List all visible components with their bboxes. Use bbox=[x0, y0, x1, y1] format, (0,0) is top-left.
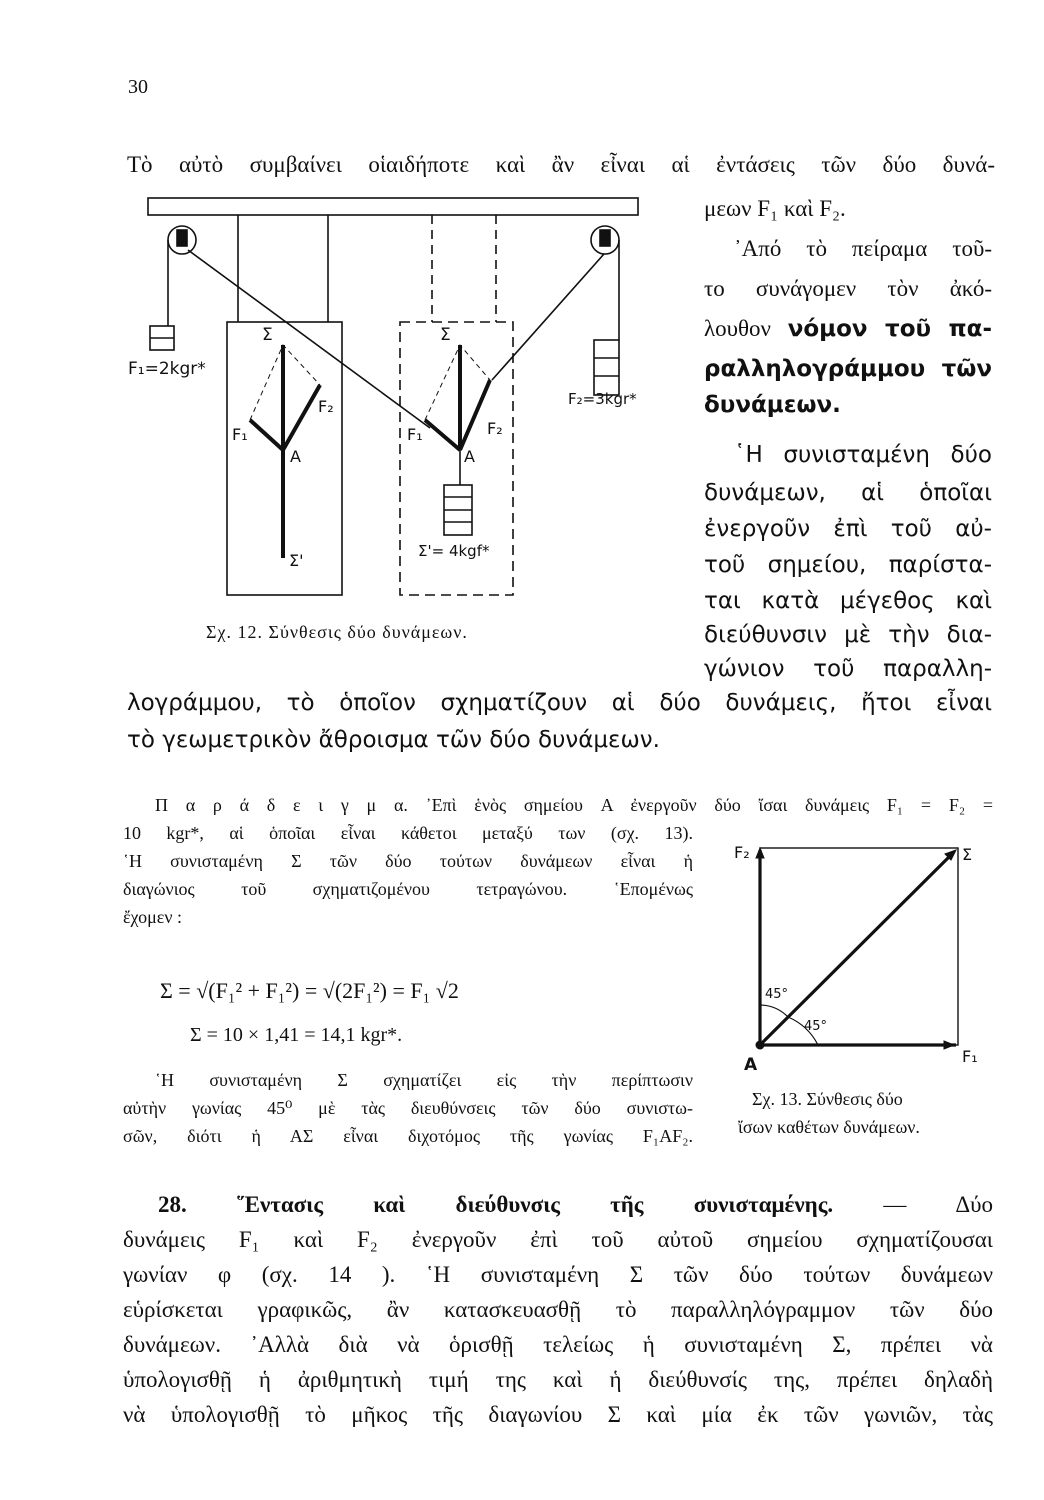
label: F₁ bbox=[232, 425, 248, 444]
figure-13-caption: Σχ. 13. Σύνθεσις δύο bbox=[752, 1089, 903, 1109]
text: λουθον bbox=[704, 316, 771, 341]
text-line: τὸ γεωμετρικὸν ἄθροισμα τῶν δύο δυνάμεων. bbox=[127, 727, 660, 753]
label: F₂=3kgr* bbox=[568, 390, 637, 408]
label: Σ' bbox=[289, 551, 304, 570]
text-line: εὑρίσκεται γραφικῶς, ἂν κατασκευασθῇ τὸ παραλληλόγραμμον τῶν δύο bbox=[123, 1297, 993, 1322]
text-line: νὰ ὑπολογισθῇ τὸ μῆκος τῆς διαγωνίου Σ καὶ μία ἐκ τῶν γωνιῶν, τὰς bbox=[123, 1402, 993, 1427]
text-line: ῾Η συνισταμένη Σ σχηματίζει εἰς τὴν περίπτωσιν bbox=[155, 1070, 693, 1090]
text: — Δύο bbox=[883, 1192, 994, 1217]
law-line-1 bbox=[704, 316, 992, 342]
figure-12-diagram bbox=[0, 0, 700, 640]
label: Σ bbox=[262, 325, 273, 345]
label: A bbox=[464, 447, 475, 466]
text-line: δυνάμεις F₁ καὶ F₂ ἐνεργοῦν ἐπὶ τοῦ αὐτοῦ σημείου σχηματίζουσαι bbox=[123, 1227, 993, 1252]
law-line-3: δυνάμεων. bbox=[704, 392, 841, 418]
section-heading: 28. ῞Εντασις καὶ διεύθυνσις τῆς συνισταμένης. bbox=[158, 1192, 834, 1217]
text-line: Π α ρ ά δ ε ι γ μ α. ᾿Επὶ ἑνὸς σημείου A ἐνεργοῦν δύο ἴσαι δυνάμεις F₁ = F₂ = bbox=[155, 795, 993, 815]
angle-label: 45° bbox=[804, 1019, 828, 1034]
right-weight bbox=[594, 340, 619, 395]
text-line: το συνάγομεν τὸν ἀκό- bbox=[704, 276, 992, 301]
page-number: 30 bbox=[128, 76, 148, 98]
label: Σ bbox=[440, 325, 451, 345]
frame-strings bbox=[238, 215, 328, 322]
text-line: γώνιον τοῦ παραλλη- bbox=[704, 656, 992, 682]
law-name: νόμον τοῦ πα- bbox=[787, 316, 992, 342]
law-line-2: ραλληλογράμμου τῶν bbox=[704, 356, 992, 382]
text-line: αὐτὴν γωνίας 45⁰ μὲ τὰς διευθύνσεις τῶν δύο συνιστω- bbox=[123, 1098, 693, 1118]
right-cord bbox=[492, 254, 604, 380]
label: F₂ bbox=[318, 397, 334, 416]
text-line: ἐνεργοῦν ἐπὶ τοῦ αὐ- bbox=[704, 516, 992, 542]
section-heading-line bbox=[158, 1192, 993, 1218]
intro-line: Τὸ αὐτὸ συμβαίνει οἱαιδήποτε καὶ ἂν εἶναι αἱ ἐντάσεις τῶν δύο δυνά- bbox=[127, 152, 995, 177]
text-line: ται κατὰ μέγεθος καὶ bbox=[704, 588, 992, 614]
angle-label: 45° bbox=[765, 987, 789, 1002]
text-line: μεων F₁ καὶ F₂. bbox=[704, 196, 846, 221]
text-line: 10 kgr*, αἱ ὁποῖαι εἶναι κάθετοι μεταξύ των (σχ. 13). bbox=[123, 823, 693, 843]
bar bbox=[148, 198, 638, 215]
text-line: λογράμμου, τὸ ὁποῖον σχηματίζουν αἱ δύο δυνάμεις, ἤτοι εἶναι bbox=[127, 690, 992, 716]
label: F₁ bbox=[407, 425, 423, 444]
text-line: σῶν, διότι ἡ ΑΣ εἶναι διχοτόμος τῆς γωνίας F₁AF₂. bbox=[123, 1126, 693, 1146]
figure-13-caption: ἴσων καθέτων δυνάμεων. bbox=[738, 1117, 920, 1137]
label: A bbox=[744, 1055, 758, 1075]
text-line: ὑπολογισθῇ ἡ ἀριθμητικὴ τιμή της καὶ ἡ διεύθυνσίς της, πρέπει δηλαδὴ bbox=[123, 1367, 993, 1392]
text-line: δυνάμεων, αἱ ὁποῖαι bbox=[704, 480, 992, 506]
figure-13-diagram bbox=[720, 830, 1010, 1080]
text-line: διεύθυνσιν μὲ τὴν δια- bbox=[704, 622, 992, 648]
label: F₁=2kgr* bbox=[128, 359, 206, 379]
label: F₁ bbox=[962, 1047, 978, 1066]
text-line: ἔχομεν : bbox=[123, 907, 183, 927]
formula-2: Σ = 10 × 1,41 = 14,1 kgr*. bbox=[190, 1024, 403, 1046]
text-line: ῾Η συνισταμένη Σ τῶν δύο τούτων δυνάμεων εἶναι ἡ bbox=[123, 851, 693, 871]
text-line: γωνίαν φ (σχ. 14 ). ῾Η συνισταμένη Σ τῶν δύο τούτων δυνάμεων bbox=[123, 1262, 993, 1287]
text-line: τοῦ σημείου, παρίστα- bbox=[704, 552, 992, 578]
text-line: δυνάμεων. ᾿Αλλὰ διὰ νὰ ὁρισθῇ τελείως ἡ συνισταμένη Σ, πρέπει νὰ bbox=[123, 1332, 993, 1357]
label: F₂ bbox=[487, 419, 503, 438]
text-line: ῾Η συνισταμένη δύο bbox=[734, 442, 992, 468]
label: A bbox=[290, 447, 301, 466]
figure-12-caption: Σχ. 12. Σύνθεσις δύο δυνάμεων. bbox=[206, 622, 468, 642]
text-line: διαγώνιος τοῦ σχηματιζομένου τετραγώνου. ῾Επομένως bbox=[123, 879, 693, 899]
text-line: ᾿Από τὸ πείραμα τοῦ- bbox=[734, 236, 992, 261]
label: F₂ bbox=[734, 843, 750, 862]
label: Σ'= 4kgf* bbox=[418, 542, 490, 560]
formula-1: Σ = √(F₁² + F₁²) = √(2F₁²) = F₁ √2 bbox=[160, 978, 459, 1003]
label: Σ bbox=[962, 845, 973, 864]
